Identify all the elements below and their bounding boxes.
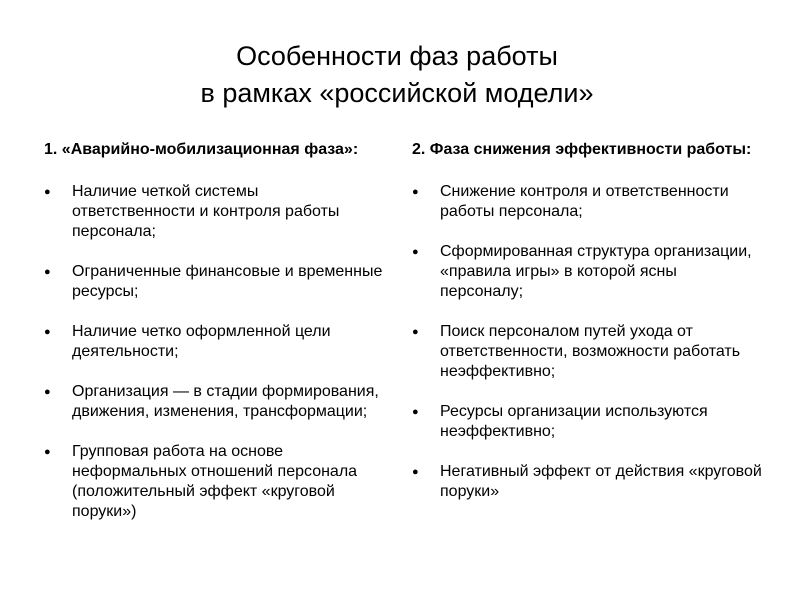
list-item-text: Наличие четко оформленной цели деятельности;	[72, 323, 331, 360]
list-item	[412, 242, 762, 302]
right-bullet-list	[412, 182, 762, 502]
list-item-text: Наличие четкой системы ответственности и контроля работы персонала;	[72, 183, 340, 240]
list-item	[412, 182, 762, 222]
bullet-icon: ●	[412, 246, 419, 258]
list-item	[44, 442, 384, 522]
list-item-text: Поиск персоналом путей ухода от ответственности, возможности работать неэффективно;	[440, 323, 741, 380]
list-item-text: Организация — в стадии формирования, движения, изменения, трансформации;	[72, 383, 379, 420]
bullet-icon: ●	[44, 186, 51, 198]
bullet-icon: ●	[44, 326, 51, 338]
slide-title	[0, 38, 794, 112]
bullet-icon: ●	[44, 386, 51, 398]
right-column-heading: 2. Фаза снижения эффективности работы:	[412, 141, 752, 158]
list-item	[44, 322, 384, 362]
left-column	[44, 140, 384, 542]
right-column	[412, 140, 762, 522]
list-item-text: Ограниченные финансовые и временные ресурсы;	[72, 263, 383, 300]
left-bullet-list	[44, 182, 384, 522]
list-item-text: Сформированная структура организации, «правила игры» в которой ясны персоналу;	[440, 243, 752, 300]
list-item-text: Групповая работа на основе неформальных отношений персонала (положительный эффект «круговой поруки»)	[72, 443, 358, 520]
title-line-1: Особенности фаз работы	[236, 41, 558, 71]
list-item-text: Ресурсы организации используются неэффективно;	[440, 403, 708, 440]
list-item-text: Снижение контроля и ответственности работы персонала;	[440, 183, 729, 220]
bullet-icon: ●	[412, 186, 419, 198]
bullet-icon: ●	[412, 406, 419, 418]
title-line-2: в рамках «российской модели»	[200, 78, 594, 108]
list-item	[412, 402, 762, 442]
list-item	[412, 322, 762, 382]
bullet-icon: ●	[412, 326, 419, 338]
list-item	[44, 262, 384, 302]
list-item	[44, 182, 384, 242]
bullet-icon: ●	[412, 466, 419, 478]
bullet-icon: ●	[44, 266, 51, 278]
list-item-text: Негативный эффект от действия «круговой поруки»	[440, 463, 762, 500]
bullet-icon: ●	[44, 446, 51, 458]
left-column-heading: 1. «Аварийно-мобилизационная фаза»:	[44, 141, 359, 158]
list-item	[44, 382, 384, 422]
list-item	[412, 462, 762, 502]
